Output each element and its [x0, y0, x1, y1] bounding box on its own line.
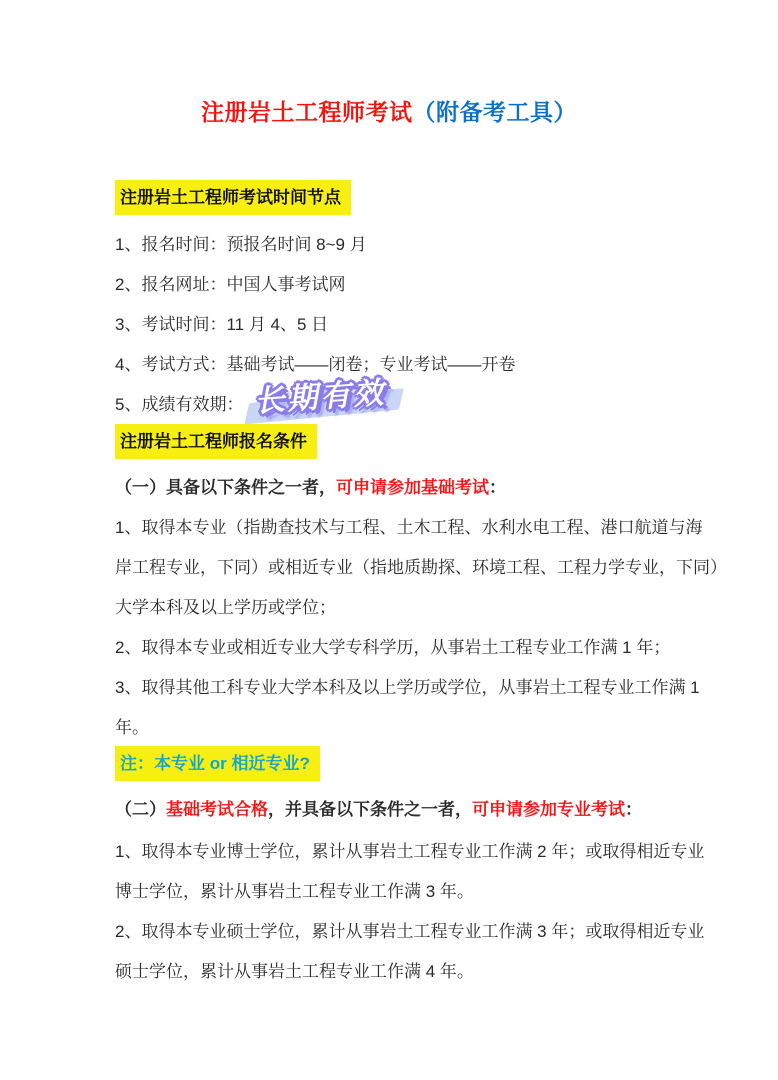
professional-condition-1	[115, 832, 705, 912]
basic-condition-3	[115, 668, 700, 748]
long-term-valid-sticker-text: 长期有效	[253, 376, 388, 419]
prof-lead-middle: ，并具备以下条件之一者，	[268, 800, 472, 819]
section-registration-conditions	[115, 424, 675, 459]
page-title	[0, 94, 778, 127]
basic-lead-condition: 具备以下条件之一者，	[166, 478, 336, 497]
section-exam-timeline	[115, 180, 675, 215]
prof-lead-colon: ：	[625, 800, 642, 819]
long-term-valid-sticker	[254, 376, 389, 426]
basic-exam-conditions-lead	[115, 468, 675, 508]
condition-line: 3、取得其他工科专业大学本科及以上学历或学位，从事岩土工程专业工作满 1	[115, 678, 700, 697]
timeline-item-registration-time: 1、报名时间：预报名时间 8~9 月	[115, 235, 367, 254]
prof-lead-highlight1: 基础考试合格	[166, 800, 268, 819]
timeline-item-registration-site: 2、报名网址：中国人事考试网	[115, 275, 346, 294]
condition-line: 年。	[115, 718, 149, 737]
condition-line: 博士学位，累计从事岩土工程专业工作满 3 年。	[115, 882, 474, 901]
condition-line: 2、取得本专业硕士学位，累计从事岩土工程专业工作满 3 年；或取得相近专业	[115, 922, 705, 941]
prof-lead-highlight2: 可申请参加专业考试	[472, 800, 625, 819]
prof-lead-prefix: （二）	[115, 800, 166, 819]
basic-condition-2: 2、取得本专业或相近专业大学专科学历，从事岩土工程专业工作满 1 年；	[115, 638, 671, 657]
basic-lead-highlight: 可申请参加基础考试	[336, 478, 489, 497]
timeline-list	[115, 225, 675, 425]
page-title-suffix: （附备考工具）	[412, 99, 577, 125]
section-heading-registration-conditions: 注册岩土工程师报名条件	[115, 424, 317, 459]
condition-line: 岸工程专业，下同）或相近专业（指地质勘探、环境工程、工程力学专业，下同）	[115, 558, 727, 577]
condition-line: 1、取得本专业（指勘查技术与工程、土木工程、水利水电工程、港口航道与海	[115, 518, 703, 537]
professional-exam-conditions-lead	[115, 790, 675, 830]
major-note-text: 注：本专业 or 相近专业?	[115, 746, 320, 781]
timeline-item-exam-format: 4、考试方式：基础考试——闭卷；专业考试——开卷	[115, 355, 516, 374]
basic-condition-1	[115, 508, 727, 628]
basic-lead-prefix: （一）	[115, 478, 166, 497]
basic-lead-colon: ：	[489, 478, 506, 497]
page-title-main: 注册岩土工程师考试	[201, 99, 413, 125]
condition-line: 1、取得本专业博士学位，累计从事岩土工程专业工作满 2 年；或取得相近专业	[115, 842, 705, 861]
condition-line: 硕士学位，累计从事岩土工程专业工作满 4 年。	[115, 962, 474, 981]
professional-condition-2	[115, 912, 705, 992]
timeline-item-score-validity	[115, 376, 675, 425]
timeline-item-exam-date: 3、考试时间：11 月 4、5 日	[115, 315, 329, 334]
section-heading-exam-timeline: 注册岩土工程师考试时间节点	[115, 180, 351, 215]
major-note	[115, 746, 675, 781]
condition-line: 大学本科及以上学历或学位；	[115, 598, 336, 617]
score-validity-label: 5、成绩有效期：	[115, 395, 244, 414]
